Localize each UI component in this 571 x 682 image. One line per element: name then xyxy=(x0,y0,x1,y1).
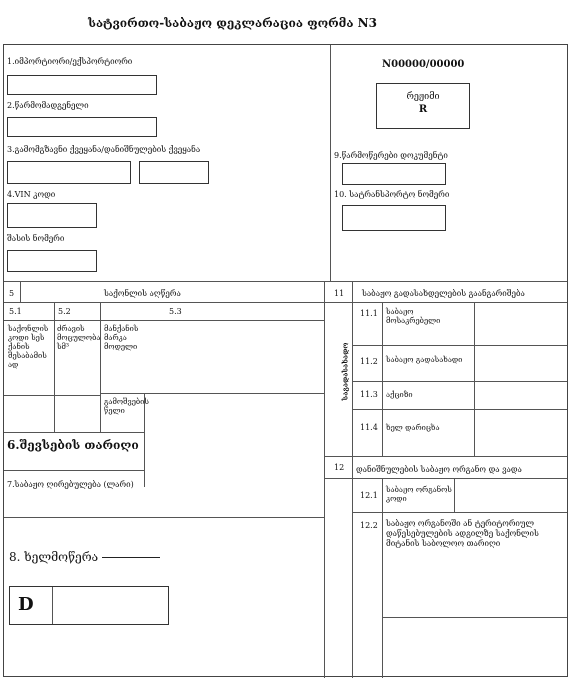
col-5-3-text: მანქანის მარკა მოდელი xyxy=(104,324,139,351)
s11-col-div-a xyxy=(382,302,383,456)
s5-row-line xyxy=(4,395,100,396)
s11-row-1-bottom xyxy=(352,345,567,346)
row-11-4-text: ხელ დარიცხა xyxy=(386,423,440,432)
field-10-label: 10. სატრანსპორტო ნომერი xyxy=(334,190,450,199)
row-11-1-text: საბაჟო მოსაკრებელი xyxy=(386,307,441,325)
row-11-2-text: საბაჟო გადასახადი xyxy=(386,355,463,364)
row-11-1-num: 11.1 xyxy=(360,309,378,318)
row-11-4-num: 11.4 xyxy=(360,423,378,432)
col-5-2-label: 5.2 xyxy=(58,307,71,316)
field-8-text: 8. ხელმოწერა xyxy=(9,550,99,564)
s11-bottom xyxy=(324,456,567,457)
s5-col-divider-2 xyxy=(100,302,101,432)
s5-colhead-bottom xyxy=(4,320,324,321)
section-12-number: 12 xyxy=(334,463,345,472)
s12-row-2-mid xyxy=(382,617,567,618)
field-3-input-destination[interactable] xyxy=(139,161,209,184)
field-7-label: 7.საბაჟო ღირებულება (ლარი) xyxy=(7,480,134,489)
row-11-3-num: 11.3 xyxy=(360,390,378,399)
chassis-input[interactable] xyxy=(7,250,97,272)
regime-label: რეჟიმი xyxy=(406,92,440,102)
col-5-3-label: 5.3 xyxy=(169,307,182,316)
s11-num-divider xyxy=(352,281,353,456)
s5-right-border xyxy=(324,281,325,678)
field-1-input[interactable] xyxy=(7,75,157,95)
row-12-2-num: 12.2 xyxy=(360,521,378,530)
s5-header-bottom xyxy=(4,302,324,303)
signature-line[interactable] xyxy=(102,557,160,558)
field-8-label xyxy=(9,550,160,564)
s12-row-1-bottom xyxy=(352,512,567,513)
section-11-number: 11 xyxy=(334,289,345,298)
field-4-input[interactable] xyxy=(7,203,97,228)
form-title: სატვირთო-საბაჟო დეკლარაცია ფორმა N3 xyxy=(88,16,377,30)
regime-box xyxy=(376,83,470,129)
row-12-1-text: საბაჟო ორგანოს კოდი xyxy=(386,485,452,503)
s12-num-divider xyxy=(352,456,353,478)
divider-top-vertical xyxy=(330,45,331,281)
col-5-1-text: საქონლის კოდი სეს ქანის შესაბამის ად xyxy=(8,324,49,369)
s11-header-bottom xyxy=(324,302,567,303)
row-11-2-num: 11.2 xyxy=(360,357,378,366)
field-9-label: 9.წარმოწერები დოკუმენტი xyxy=(334,151,448,160)
s12-r1-value-div xyxy=(454,478,455,512)
field-6-label: 6.შევსების თარიღი xyxy=(7,438,139,452)
chassis-label: შასის ნომერი xyxy=(7,234,65,243)
field-2-label: 2.წარმომადგენელი xyxy=(7,101,89,110)
s11-side-label: საგადასახადო xyxy=(340,342,350,401)
s11-col-div-b xyxy=(474,302,475,456)
declaration-number: N00000/00000 xyxy=(382,59,465,70)
field-10-input[interactable] xyxy=(342,205,446,231)
row-11-3-text: აქციზი xyxy=(386,390,413,399)
section-5-number: 5 xyxy=(9,289,15,298)
col-5-1-label: 5.1 xyxy=(9,307,22,316)
section-12-title: დანიშნულების საბაჟო ორგანო და ვადა xyxy=(356,465,522,474)
col-5-3-text-2: გამოშვების წელი xyxy=(104,397,149,415)
section-11-title: საბაჟო გადასახდელების გაანგარიშება xyxy=(362,289,525,298)
s12-header-bottom xyxy=(324,478,567,479)
field-7-bottom xyxy=(4,517,324,518)
s5-num-divider xyxy=(20,281,21,302)
s5-sub-divider xyxy=(144,393,145,487)
col-5-2-text: ძრავის მოცულობა სმ³ xyxy=(57,324,101,351)
stamp-letter: D xyxy=(18,594,34,615)
stamp-box[interactable] xyxy=(9,586,169,625)
field-1-label: 1.იმპორტიორი/ექსპორტიორი xyxy=(7,57,133,66)
s11-row-2-bottom xyxy=(352,381,567,382)
row-12-2-text: საბაჟო ორგანოში ან ტერიტორიულ დაწესებულების ადგილზე საქონლის მიტანის საბოლოო თარიღი xyxy=(386,519,539,548)
s12-col-div-b xyxy=(382,478,383,678)
form-frame xyxy=(3,44,568,677)
s11-row-3-bottom xyxy=(352,409,567,410)
regime-code: R xyxy=(418,104,428,115)
s5-mid-line xyxy=(100,393,324,394)
s5-bottom xyxy=(4,432,144,433)
field-4-label: 4.VIN კოდი xyxy=(7,190,56,199)
field-3-input-origin[interactable] xyxy=(7,161,131,184)
field-3-label: 3.გამომგზავნი ქვეყანა/დანიშნულების ქვეყანა xyxy=(7,145,201,154)
s12-col-div-a xyxy=(352,478,353,678)
field-2-input[interactable] xyxy=(7,117,157,137)
row-12-1-num: 12.1 xyxy=(360,491,378,500)
divider-section5-top xyxy=(4,281,567,282)
field-9-input[interactable] xyxy=(342,163,446,185)
section-5-title: საქონლის აღწერა xyxy=(104,289,181,298)
field-6-bottom xyxy=(4,470,144,471)
stamp-divider xyxy=(52,587,53,624)
s5-col-divider-1 xyxy=(54,302,55,432)
